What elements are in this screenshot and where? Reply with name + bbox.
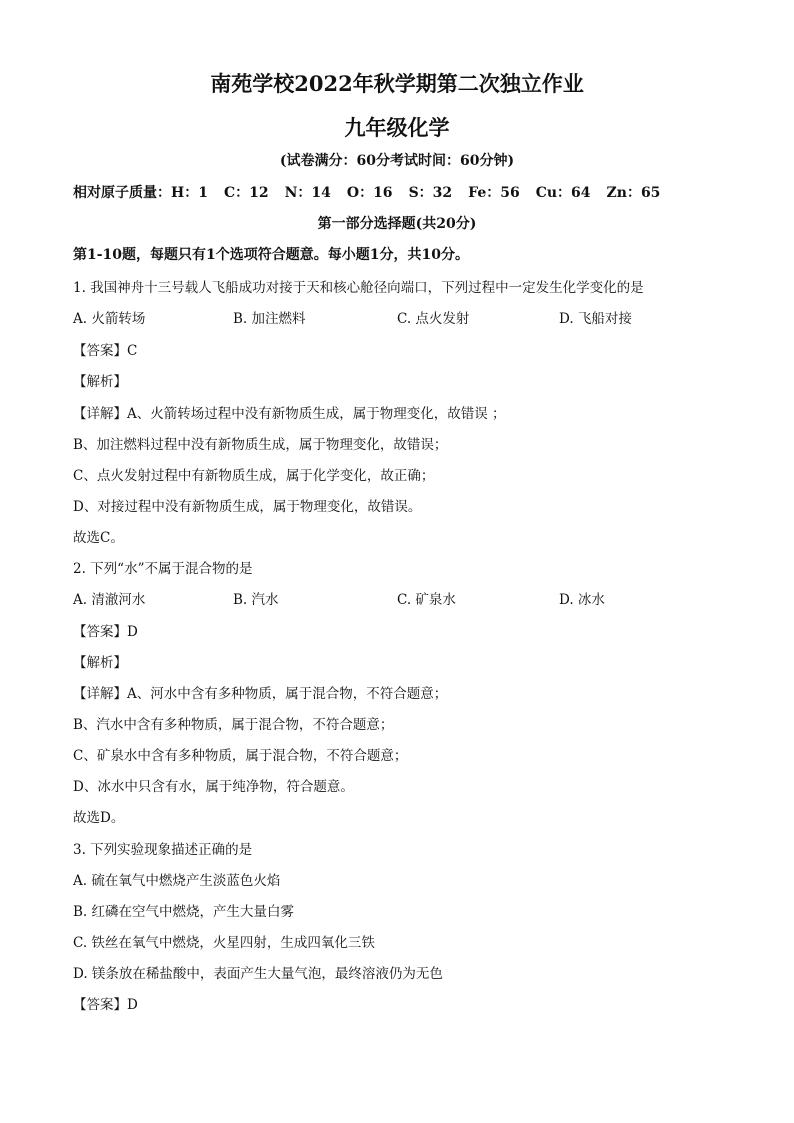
q1-conclusion: 故选C。 [73, 530, 124, 546]
q1-options [73, 307, 733, 327]
q2-stem: 2. 下列“水”不属于混合物的是 [73, 561, 253, 577]
answer-tag: 【答案】 [73, 624, 127, 640]
q2-options [73, 588, 733, 608]
q1-answer [73, 339, 137, 359]
atomic-mass-cu: Cu：64 [535, 185, 591, 201]
atomic-mass-c: C：12 [223, 185, 269, 201]
instructions: 第1-10题，每题只有1个选项符合题意。每小题1分，共10分。 [73, 247, 469, 263]
answer-tag: 【答案】 [73, 343, 127, 359]
q1-detail-b: B、加注燃料过程中没有新物质生成，属于物理变化，故错误； [73, 437, 448, 453]
q3-answer [73, 993, 138, 1013]
q1-analysis-tag: 【解析】 [73, 374, 127, 390]
detail-tag: 【详解】 [73, 686, 127, 702]
atomic-mass-o: O：16 [346, 185, 393, 201]
q2-detail-a-text: A、河水中含有多种物质，属于混合物，不符合题意； [127, 686, 448, 702]
detail-tag: 【详解】 [73, 406, 127, 422]
q2-conclusion: 故选D。 [73, 810, 125, 826]
q2-analysis-tag: 【解析】 [73, 655, 127, 671]
document-subtitle: 九年级化学 [344, 115, 450, 140]
q3-option-d: D. 镁条放在稀盐酸中，表面产生大量气泡，最终溶液仍为无色 [73, 966, 443, 982]
answer-tag: 【答案】 [73, 997, 127, 1013]
q2-option-d: D. 冰水 [559, 592, 605, 608]
atomic-mass-h: H：1 [171, 185, 208, 201]
atomic-mass-s: S：32 [408, 185, 453, 201]
part-title: 第一部分选择题(共20分) [317, 216, 477, 232]
q1-answer-value: C [127, 343, 138, 359]
q1-stem: 1. 我国神舟十三号载人飞船成功对接于天和核心舱径向端口，下列过程中一定发生化学变化的是 [73, 280, 644, 296]
q1-detail-c: C、点火发射过程中有新物质生成，属于化学变化，故正确； [73, 468, 435, 484]
q1-detail-a-text: A、火箭转场过程中没有新物质生成，属于物理变化，故错误 ； [127, 406, 506, 422]
atomic-mass-line [73, 182, 676, 202]
q3-option-c: C. 铁丝在氧气中燃烧，火星四射，生成四氧化三铁 [73, 935, 375, 951]
q2-detail-d: D、冰水中只含有水，属于纯净物，符合题意。 [73, 779, 354, 795]
q2-option-c: C. 矿泉水 [397, 592, 456, 608]
atomic-mass-fe: Fe：56 [468, 185, 520, 201]
q3-stem: 3. 下列实验现象描述正确的是 [73, 842, 253, 858]
q2-detail-c: C、矿泉水中含有多种物质，属于混合物，不符合题意； [73, 748, 408, 764]
q1-detail-d: D、对接过程中没有新物质生成，属于物理变化，故错误。 [73, 499, 422, 515]
q2-option-b: B. 汽水 [233, 592, 279, 608]
q1-option-b: B. 加注燃料 [233, 311, 306, 327]
document-title: 南苑学校2022年秋学期第二次独立作业 [210, 71, 584, 96]
q2-answer [73, 620, 138, 640]
q2-detail-b: B、汽水中含有多种物质，属于混合物，不符合题意； [73, 717, 394, 733]
q3-option-a: A. 硫在氧气中燃烧产生淡蓝色火焰 [73, 873, 281, 889]
q2-option-a: A. 清澈河水 [73, 592, 146, 608]
q2-detail-a [73, 682, 447, 702]
atomic-mass-label: 相对原子质量： [73, 185, 171, 201]
atomic-mass-zn: Zn：65 [606, 185, 661, 201]
q3-option-b: B. 红磷在空气中燃烧，产生大量白雾 [73, 904, 295, 920]
q1-detail-a [73, 402, 506, 422]
q1-option-d: D. 飞船对接 [559, 311, 632, 327]
q1-option-a: A. 火箭转场 [73, 311, 146, 327]
exam-info: (试卷满分：60分考试时间：60分钟) [279, 153, 515, 169]
q3-answer-value: D [127, 997, 138, 1013]
q2-answer-value: D [127, 624, 138, 640]
q1-option-c: C. 点火发射 [397, 311, 470, 327]
atomic-mass-n: N：14 [284, 185, 331, 201]
